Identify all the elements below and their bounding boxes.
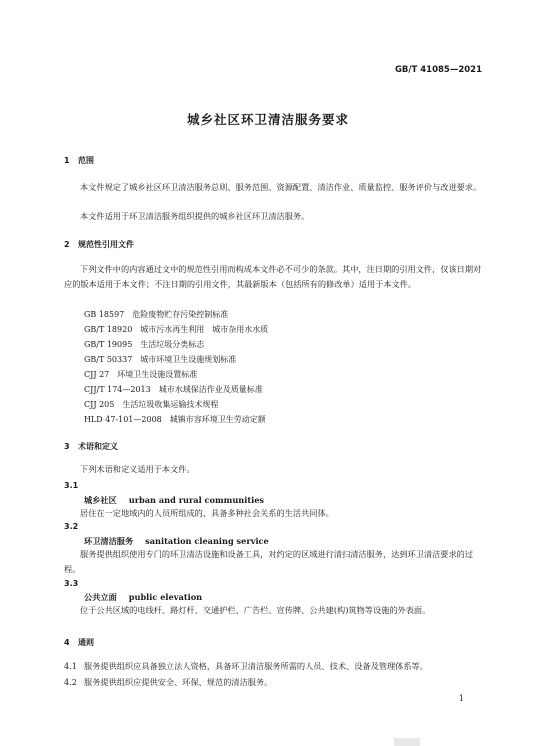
reference-name: 生活垃圾收集运输技术规程 — [122, 400, 219, 409]
term-entry — [84, 592, 202, 603]
clause-item — [64, 677, 482, 688]
reference-item — [84, 369, 197, 380]
section-2-heading — [64, 239, 134, 250]
section-title: 通则 — [78, 638, 94, 647]
clause-number: 4.2 — [64, 677, 78, 687]
reference-name: 城镇市容环境卫生劳动定额 — [169, 415, 266, 424]
reference-code: GB/T 50337 — [84, 355, 133, 364]
reference-name: 环境卫生设施设置标准 — [117, 370, 198, 379]
clause-item — [64, 661, 482, 672]
section-number: 2 — [64, 240, 70, 249]
reference-item — [84, 324, 268, 335]
term-english: urban and rural communities — [128, 495, 265, 505]
reference-code: GB/T 18920 — [84, 325, 133, 334]
section-number: 3 — [64, 442, 70, 451]
term-number: 3.3 — [64, 579, 79, 588]
reference-item — [84, 414, 266, 425]
section-number: 4 — [64, 638, 70, 647]
reference-item — [84, 354, 236, 365]
term-entry — [84, 536, 269, 547]
reference-item — [84, 309, 228, 320]
reference-name: 城市水域保洁作业及质量标准 — [158, 385, 263, 394]
reference-code: HLD 47-101—2008 — [84, 415, 162, 424]
reference-name: 城市污水再生利用 城市杂用水水质 — [140, 325, 269, 334]
clause-text: 服务提供组织应具备独立法人资格，具备环卫清洁服务所需的人员、技术、设备及管理体系等。 — [84, 661, 428, 671]
section-4-heading — [64, 637, 94, 648]
document-title: 城乡社区环卫清洁服务要求 — [186, 112, 349, 127]
section-title: 规范性引用文件 — [78, 240, 134, 249]
reference-code: GB 18597 — [84, 310, 125, 319]
section-title: 范围 — [78, 156, 94, 165]
section-title: 术语和定义 — [78, 442, 118, 451]
term-definition: 服务提供组织使用专门的环卫清洁设施和设备工具，对约定的区域进行清扫清洁服务，达到环卫清洁要求的过程。 — [64, 549, 474, 574]
reference-code: CJJ/T 174—2013 — [84, 385, 151, 394]
clause-number: 4.1 — [64, 661, 78, 671]
section-number: 1 — [64, 156, 70, 165]
term-chinese: 城乡社区 — [84, 495, 117, 505]
section-1-paragraph-2: 本文件适用于环卫清洁服务组织提供的城乡社区环卫清洁服务。 — [80, 211, 310, 221]
section-3-paragraph-1: 下列术语和定义适用于本文件。 — [80, 464, 195, 474]
term-entry — [84, 495, 264, 506]
clause-text: 服务提供组织应提供安全、环保、规范的清洁服务。 — [84, 677, 273, 687]
reference-code: GB/T 19095 — [84, 340, 133, 349]
reference-item — [84, 399, 218, 410]
standard-number: GB/T 41085—2021 — [394, 65, 482, 75]
reference-item — [84, 384, 263, 395]
page-number: 1 — [458, 694, 464, 703]
section-2-paragraph-1: 下列文件中的内容通过文中的规范性引用而构成本文件必不可少的条款。其中，注日期的引用文件，仅该日期对应的版本适用于本文件；不注日期的引用文件，其最新版本（包括所有的修改单）适用于本文件。 — [64, 264, 482, 289]
scan-mark — [394, 738, 420, 746]
term-definition: 位于公共区域的电线杆、路灯杆、交通护栏、广告栏、宣传牌、公共建(构)筑物等设施的外表面。 — [80, 605, 431, 615]
term-definition: 居住在一定地域内的人员所组成的、具备多种社会关系的生活共同体。 — [80, 508, 334, 518]
reference-name: 生活垃圾分类标志 — [140, 340, 205, 349]
term-chinese: 环卫清洁服务 — [84, 536, 134, 546]
term-number: 3.2 — [64, 522, 79, 531]
term-english: sanitation cleaning service — [145, 536, 269, 546]
section-1-paragraph-1: 本文件规定了城乡社区环卫清洁服务总则、服务范围、资源配置、清洁作业、质量监控、服务评价与改进要求。 — [80, 182, 482, 192]
term-number: 3.1 — [64, 481, 79, 490]
section-3-heading — [64, 441, 118, 452]
reference-name: 危险废物贮存污染控制标准 — [132, 310, 229, 319]
reference-item — [84, 339, 204, 350]
reference-code: CJJ 205 — [84, 400, 115, 409]
term-chinese: 公共立面 — [84, 592, 117, 602]
reference-code: CJJ 27 — [84, 370, 110, 379]
reference-name: 城市环境卫生设施规划标准 — [140, 355, 237, 364]
term-english: public elevation — [128, 592, 203, 602]
section-1-heading — [64, 155, 94, 166]
